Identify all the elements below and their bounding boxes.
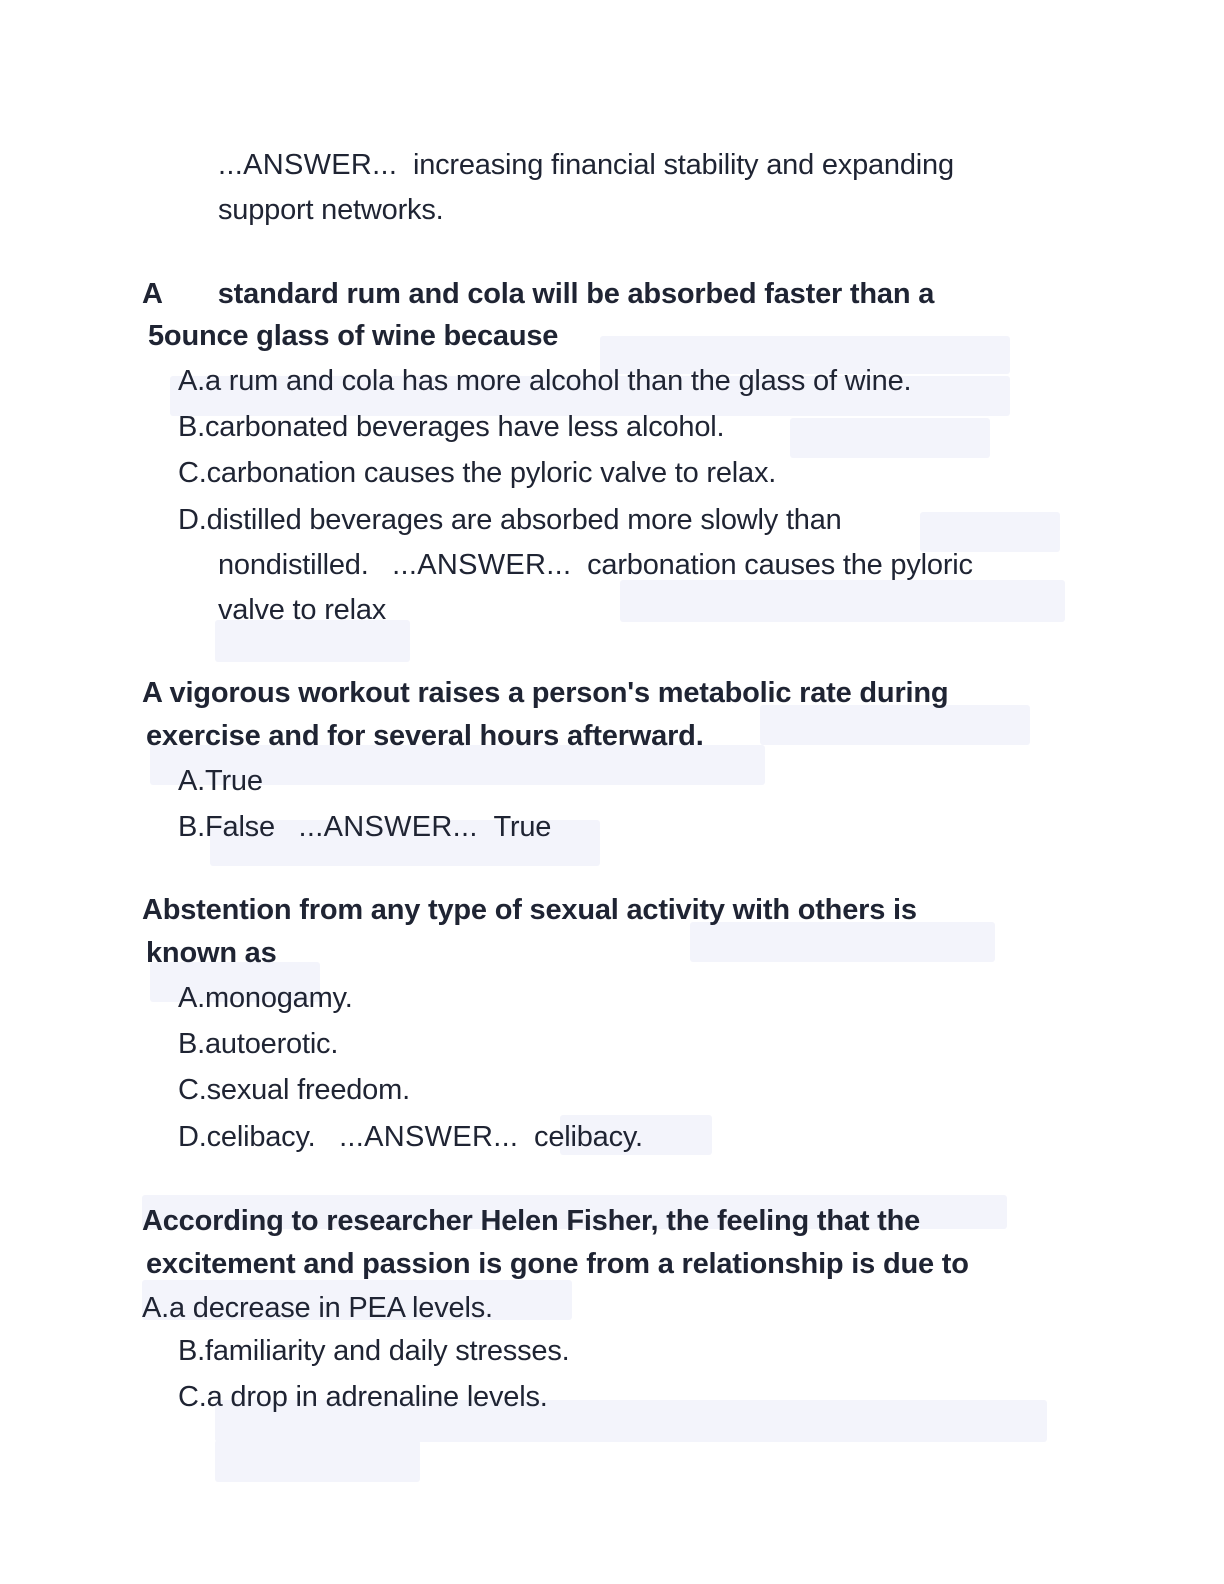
question-1-stem-line2: 5ounce glass of wine because (148, 320, 559, 352)
answer-marker: ...ANSWER... (339, 1121, 519, 1153)
question-2-stem-line1: A vigorous workout raises a person's metabolic rate during (142, 677, 949, 709)
question-1-stem-text: standard rum and cola will be absorbed faster than a (217, 278, 935, 310)
question-1-option-c: C.carbonation causes the pyloric valve to relax. (178, 457, 777, 489)
question-3-option-d (178, 1117, 643, 1157)
answer-marker: ...ANSWER... (298, 811, 478, 843)
question-4-option-b: B.familiarity and daily stresses. (178, 1335, 570, 1367)
option-b-text: B.False (178, 811, 275, 843)
option-d-text: D.celibacy. (178, 1121, 316, 1153)
question-1-option-d: D.distilled beverages are absorbed more slowly than (178, 504, 842, 536)
continuation-answer-line2: support networks. (218, 194, 444, 226)
question-2-option-a: A.True (178, 765, 263, 797)
question-3-option-c: C.sexual freedom. (178, 1074, 410, 1106)
question-1-answer-line1 (218, 545, 973, 585)
question-4-stem-line2: excitement and passion is gone from a relationship is due to (146, 1248, 969, 1280)
answer-text: increasing financial stability and expanding (412, 149, 954, 181)
ghost-block (215, 1440, 420, 1482)
question-1-answer-line2: valve to relax (218, 594, 387, 626)
continuation-answer-line1 (218, 145, 954, 185)
answer-marker: ...ANSWER... (218, 149, 398, 181)
answer-text: celibacy. (534, 1121, 643, 1153)
question-2-option-b (178, 807, 551, 847)
question-1-option-a: A.a rum and cola has more alcohol than the glass of wine. (178, 365, 912, 397)
question-1-prefix: A (142, 278, 163, 310)
question-1-option-b: B.carbonated beverages have less alcohol. (178, 411, 725, 443)
question-1-stem-line1 (142, 274, 934, 314)
question-4-stem-line1: According to researcher Helen Fisher, the feeling that the (142, 1205, 921, 1237)
question-3-option-a: A.monogamy. (178, 982, 353, 1014)
question-3-stem-line1: Abstention from any type of sexual activity with others is (142, 894, 917, 926)
question-4-option-a: A.a decrease in PEA levels. (142, 1292, 493, 1324)
answer-text: carbonation causes the pyloric (587, 549, 973, 581)
question-2-stem-line2: exercise and for several hours afterward. (146, 720, 704, 752)
question-3-option-b: B.autoerotic. (178, 1028, 339, 1060)
question-4-option-c: C.a drop in adrenaline levels. (178, 1381, 548, 1413)
question-3-stem-line2: known as (146, 937, 277, 969)
ghost-block (620, 580, 1065, 622)
ghost-block (790, 418, 990, 458)
answer-marker: ...ANSWER... (392, 549, 572, 581)
answer-text: True (493, 811, 552, 843)
option-d-continuation: nondistilled. (218, 549, 369, 581)
